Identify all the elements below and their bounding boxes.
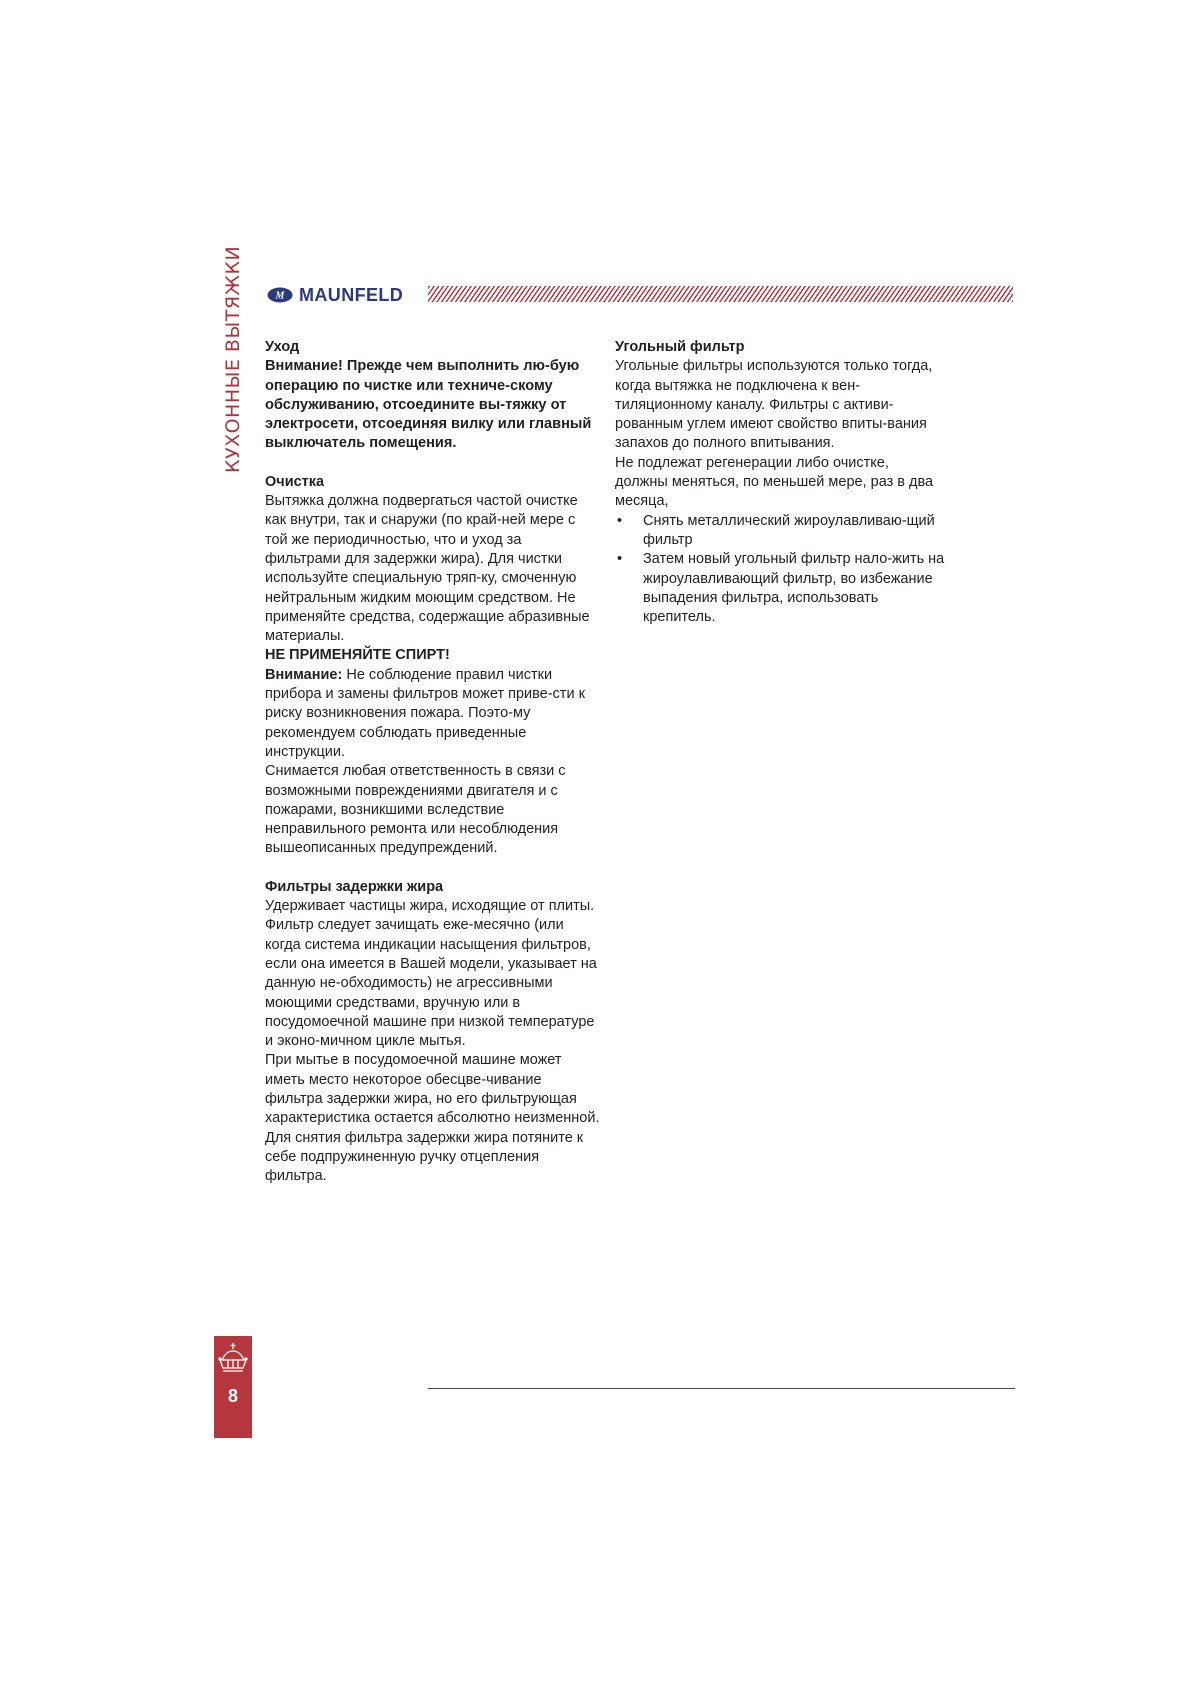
carbon-filter-text-1: Угольные фильтры используются только тогда, когда вытяжка не подключена к вен-тиляционному каналу. Фильтры с активи-рованным углем имеют свойство впиты-вания запахов до полного впитывания.: [615, 358, 933, 452]
grease-filter-text-3: Для снятия фильтра задержки жира потяните к себе подпружиненную ручку отцепления фильтра.: [265, 1129, 584, 1185]
liability-text: Снимается любая ответственность в связи с возможными повреждениями двигателя и с пожарами, возникшими вследствие неправильного ремонта или несоблюдения вышеописанных предупреждений.: [265, 763, 566, 857]
svg-text:M: M: [275, 290, 285, 302]
brand-logo: [267, 284, 403, 306]
care-heading: Уход: [265, 339, 300, 355]
carbon-filter-text-2: Не подлежат регенерации либо очистке, должны меняться, по меньшей мере, раз в два месяца,: [615, 454, 934, 510]
footer-rule: [428, 1388, 1015, 1389]
attention-label: Внимание:: [265, 666, 343, 683]
grease-filter-text-2: При мытье в посудомоечной машине может иметь место некоторое обесцве-чивание фильтра задержки жира, но его фильтрующая характеристика остается абсолютно неизменной.: [265, 1052, 600, 1127]
page-number: 8: [227, 1386, 238, 1406]
care-warning: Внимание! Прежде чем выполнить лю-бую операцию по чистке или техниче-скому обслуживанию, отсоедините вы-тяжку от электросети, отсоединяя вилку или главный выключатель помещения.: [265, 358, 592, 452]
left-column: [265, 338, 600, 1186]
header-hatch-bar: [428, 286, 1013, 302]
list-item: • Снять металлический жироулавливаю-щий фильтр: [615, 512, 945, 551]
section-title-vertical: КУХОННЫЕ ВЫТЯЖКИ: [222, 245, 244, 473]
attention-text: Не соблюдение правил чистки прибора и замены фильтров может приве-сти к риску возникновения пожара. Поэто-му рекомендуем соблюдать приведенные инструкции.: [265, 666, 585, 760]
list-item: • Затем новый угольный фильтр нало-жить на жироулавливающий фильтр, во избежание выпадения фильтра, использовать крепитель.: [615, 550, 945, 627]
grease-filter-text-1: Удерживает частицы жира, исходящие от плиты. Фильтр следует зачищать еже-месячно (или когда система индикации насыщения фильтров, если она имеется в Вашей модели, указывает на данную не-обходимость) не агрессивными моющими средствами, вручную или в посудомоечной машине при низкой температуре и эконо-мичном цикле мытья.: [265, 898, 597, 1050]
brand-emblem-icon: [267, 287, 293, 303]
attention-paragraph: [265, 666, 600, 762]
brand-name: MAUNFELD: [299, 285, 404, 305]
no-alcohol-warning: НЕ ПРИМЕНЯЙТЕ СПИРТ!: [265, 647, 450, 664]
crown-icon: [217, 1342, 249, 1376]
cleaning-text: Вытяжка должна подвергаться частой очистке как внутри, так и снаружи (по край-ней мере с той же периодичностью, что и уход за фильтрами для задержки жира). Для чистки используйте специальную тряп-ку, смоченную нейтральным жидким моющим средством. Не применяйте средства, содержащие абразивные материалы.: [265, 493, 590, 645]
cleaning-heading: Очистка: [265, 473, 325, 490]
right-column: [615, 338, 945, 627]
grease-filter-heading: Фильтры задержки жира: [265, 878, 444, 895]
carbon-filter-heading: Угольный фильтр: [615, 339, 745, 355]
page-number-tab: [214, 1336, 252, 1438]
carbon-filter-steps: [615, 512, 945, 628]
